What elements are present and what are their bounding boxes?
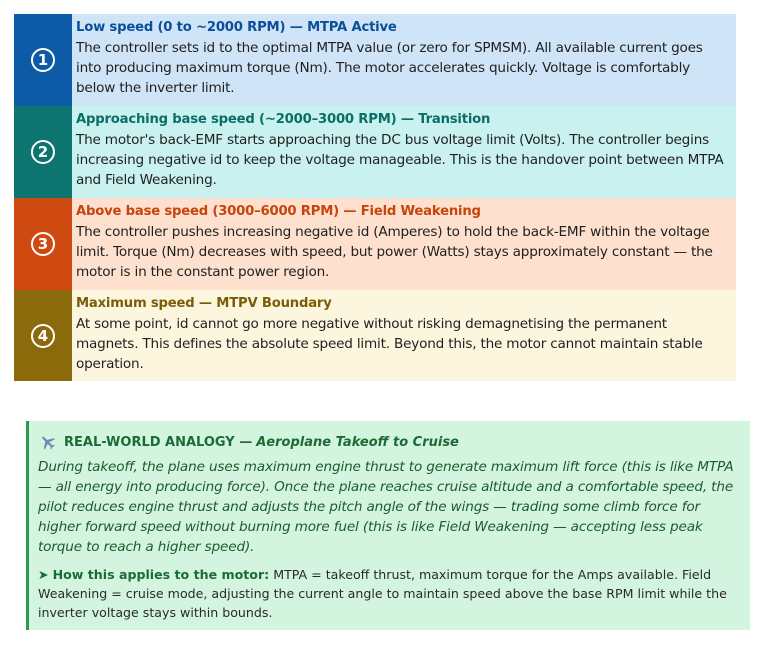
analogy-application xyxy=(38,565,740,622)
analogy-story: During takeoff, the plane uses maximum engine thrust to generate maximum lift force (this is like MTPA — all energy into producing force). Once the plane reaches cruise altitude and a comfortable speed, the pilot reduces engine thrust and adjusts the pitch angle of the wings — trading some climb force for higher forward speed without burning more fuel (this is like Field Weakening — accepting less peak torque to reach a higher speed). xyxy=(38,459,734,555)
stage-title: Approaching base speed (~2000–3000 RPM) — Transition xyxy=(76,112,491,127)
stage-number-badge xyxy=(14,14,72,106)
stage-description: The controller sets id to the optimal MTPA value (or zero for SPMSM). All available current goes into producing maximum torque (Nm). The motor accelerates quickly. Voltage is comfortably below the inverter limit. xyxy=(76,40,703,96)
analogy-header xyxy=(38,433,740,451)
stage-title: Maximum speed — MTPV Boundary xyxy=(76,296,332,311)
number-1-icon: 1 xyxy=(31,48,55,72)
stage-number-badge xyxy=(14,198,72,290)
stage-title: Above base speed (3000–6000 RPM) — Field Weakening xyxy=(76,204,481,219)
number-2-icon: 2 xyxy=(31,140,55,164)
stage-transition xyxy=(14,106,736,198)
analogy-subtitle: Aeroplane Takeoff to Cruise xyxy=(256,434,459,450)
stage-field-weakening xyxy=(14,198,736,290)
analogy-label: REAL-WORLD ANALOGY — xyxy=(64,434,253,450)
stage-number-badge xyxy=(14,290,72,381)
operating-stages-list xyxy=(14,14,736,381)
airplane-icon xyxy=(38,433,58,451)
stage-description: The controller pushes increasing negative id (Amperes) to hold the back-EMF within the voltage limit. Torque (Nm) decreases with speed, but power (Watts) stays approximately constant — the motor is in the constant power region. xyxy=(76,224,713,280)
application-text: MTPA = takeoff thrust, maximum torque for the Amps available. Field Weakening = cruise mode, adjusting the current angle to maintain speed above the base RPM limit while the inverter voltage stays within bounds. xyxy=(38,567,727,620)
stage-number-badge xyxy=(14,106,72,198)
number-3-icon: 3 xyxy=(31,232,55,256)
arrow-right-icon: ➤ xyxy=(38,567,49,582)
stage-description: The motor's back-EMF starts approaching the DC bus voltage limit (Volts). The controller begins increasing negative id to keep the voltage manageable. This is the handover point between MTPA and Field Weakening. xyxy=(76,132,724,188)
stage-low-speed xyxy=(14,14,736,106)
number-4-icon: 4 xyxy=(31,324,55,348)
stage-mtpv-boundary xyxy=(14,290,736,381)
application-lead: How this applies to the motor: xyxy=(52,567,270,582)
real-world-analogy-callout xyxy=(26,421,750,630)
stage-description: At some point, id cannot go more negative without risking demagnetising the permanent magnets. This defines the absolute speed limit. Beyond this, the motor cannot maintain stable operation. xyxy=(76,316,703,372)
stage-title: Low speed (0 to ~2000 RPM) — MTPA Active xyxy=(76,20,397,35)
